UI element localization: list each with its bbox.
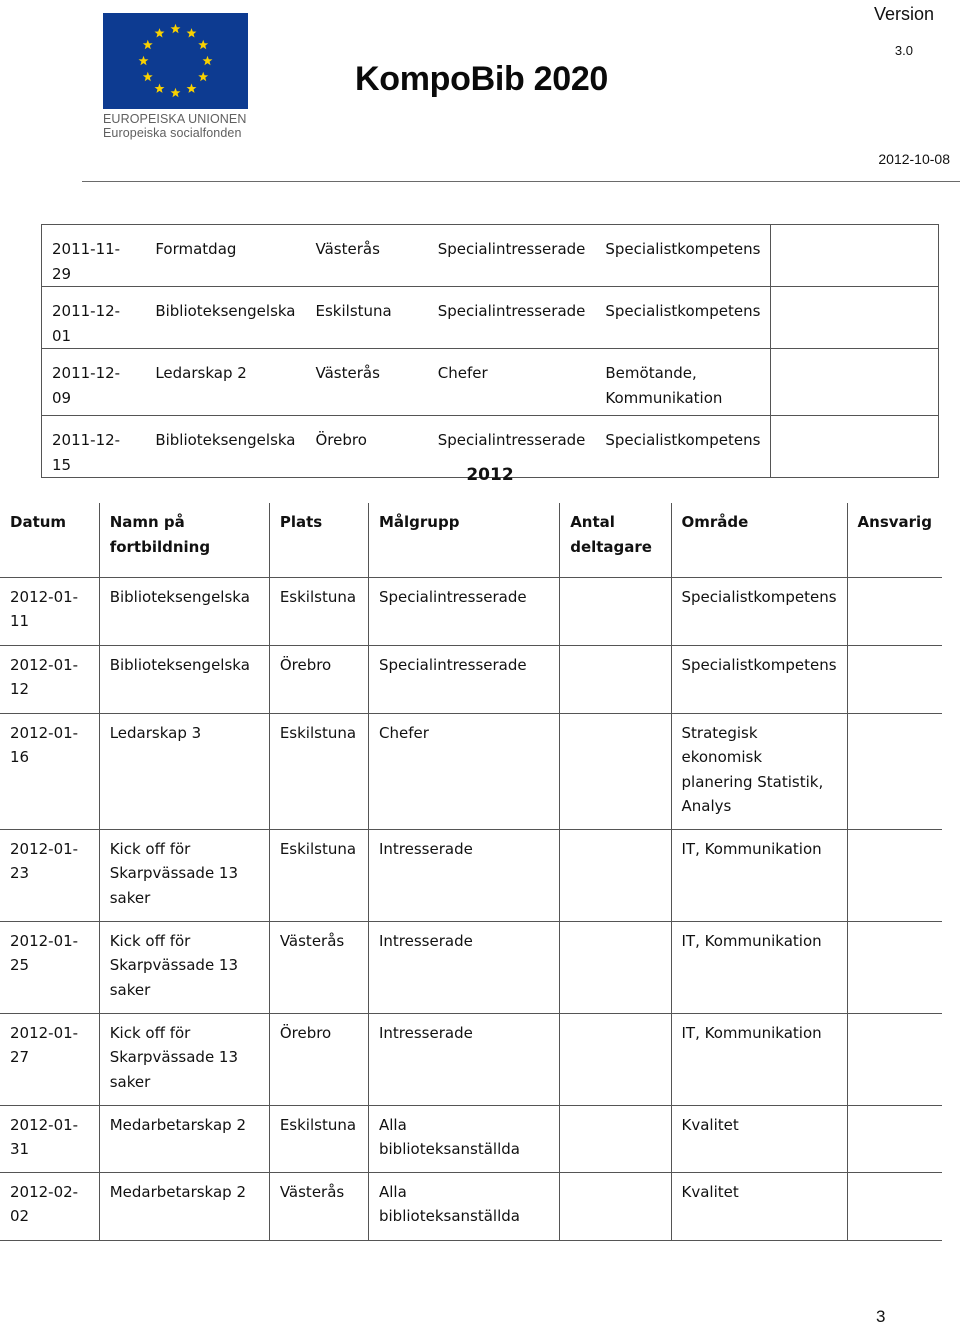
audience-cell: Intresserade — [368, 921, 559, 1013]
participants-cell — [560, 577, 671, 645]
area-cell: Specialistkompetens — [595, 287, 771, 349]
area-cell: IT, Kommunikation — [671, 921, 847, 1013]
course-cell: Formatdag — [155, 240, 237, 258]
location-cell: Västerås — [306, 349, 428, 416]
location-cell: Eskilstuna — [306, 287, 428, 349]
course-cell: Biblioteksengelska — [145, 287, 305, 349]
version-number: 3.0 — [894, 43, 913, 58]
date-cell: 2012-01-31 — [0, 1105, 99, 1172]
responsible-cell — [847, 1013, 942, 1105]
date-cell: 2012-01-27 — [0, 1013, 99, 1105]
location-cell: Örebro — [269, 645, 368, 713]
audience-cell: Chefer — [368, 713, 559, 829]
table-row — [0, 713, 942, 829]
location-cell: Örebro — [269, 1013, 368, 1105]
area-cell: Specialistkompetens — [605, 240, 761, 258]
location-cell: Eskilstuna — [269, 577, 368, 645]
area-cell: Specialistkompetens — [595, 416, 771, 478]
location-cell: Västerås — [315, 240, 380, 258]
location-cell: Västerås — [269, 1172, 368, 1240]
date-cell: 2011-12-09 — [42, 349, 146, 416]
column-header: Plats — [269, 503, 368, 577]
table-row — [0, 921, 942, 1013]
participants-cell — [560, 1172, 671, 1240]
audience-cell: Specialintresserade — [437, 240, 586, 258]
version-label: Version — [873, 4, 934, 24]
audience-cell: Specialintresserade — [368, 645, 559, 713]
area-cell: Strategisk ekonomisk planering Statistik, Analys — [671, 713, 847, 829]
column-header: Namn på fortbildning — [99, 503, 269, 577]
course-cell: Kick off för Skarpvässade 13 saker — [99, 921, 269, 1013]
table-row — [42, 287, 939, 349]
area-cell: Specialistkompetens — [671, 645, 847, 713]
course-cell: Ledarskap 3 — [99, 713, 269, 829]
date-cell: 2012-01-16 — [0, 713, 99, 829]
responsible-cell — [847, 1105, 942, 1172]
location-cell: Eskilstuna — [269, 829, 368, 921]
column-header: Datum — [0, 503, 99, 577]
area-cell: Kvalitet — [671, 1105, 847, 1172]
table-2012 — [0, 503, 942, 1241]
audience-cell: Alla biblioteksanställda — [368, 1105, 559, 1172]
audience-cell: Chefer — [428, 349, 596, 416]
table-header-row — [0, 503, 942, 577]
column-header: Antal deltagare — [560, 503, 671, 577]
header-divider — [82, 181, 960, 182]
area-cell: IT, Kommunikation — [671, 829, 847, 921]
table-row — [0, 1105, 942, 1172]
table-row — [0, 577, 942, 645]
location-cell: Västerås — [269, 921, 368, 1013]
table-row — [0, 1013, 942, 1105]
audience-cell: Specialintresserade — [368, 577, 559, 645]
date-cell: 2011-12-01 — [42, 287, 146, 349]
audience-cell: Specialintresserade — [428, 287, 596, 349]
area-cell: Bemötande, Kommunikation — [595, 349, 771, 416]
page-number: 3 — [876, 1307, 886, 1326]
course-cell: Kick off för Skarpvässade 13 saker — [99, 1013, 269, 1105]
table-2011 — [41, 224, 939, 478]
location-cell: Eskilstuna — [269, 713, 368, 829]
date-cell: 2012-01-12 — [0, 645, 99, 713]
participants-cell — [560, 829, 671, 921]
area-cell: IT, Kommunikation — [671, 1013, 847, 1105]
date-cell: 2012-01-23 — [0, 829, 99, 921]
document-title: KompoBib 2020 — [355, 60, 609, 98]
course-cell: Medarbetarskap 2 — [99, 1105, 269, 1172]
responsible-cell — [847, 921, 942, 1013]
course-cell: Biblioteksengelska — [99, 577, 269, 645]
participants-cell — [560, 1013, 671, 1105]
audience-cell: Intresserade — [368, 829, 559, 921]
responsible-cell — [771, 225, 939, 287]
area-cell: Specialistkompetens — [671, 577, 847, 645]
audience-cell: Alla biblioteksanställda — [368, 1172, 559, 1240]
table-row — [0, 645, 942, 713]
logo-text-line1: EUROPEISKA UNIONEN — [103, 112, 247, 126]
responsible-cell — [847, 829, 942, 921]
table-row — [42, 349, 939, 416]
column-header: Målgrupp — [368, 503, 559, 577]
responsible-cell — [771, 287, 939, 349]
column-header: Ansvarig — [857, 513, 932, 531]
date-cell: 2011-12-15 — [42, 416, 146, 478]
responsible-cell — [847, 645, 942, 713]
date-cell: 2012-01-25 — [0, 921, 99, 1013]
participants-cell — [560, 921, 671, 1013]
course-cell: Biblioteksengelska — [99, 645, 269, 713]
audience-cell: Specialintresserade — [428, 416, 596, 478]
date-cell: 2012-01-11 — [0, 577, 99, 645]
course-cell: Biblioteksengelska — [145, 416, 305, 478]
table-row — [0, 1172, 942, 1240]
table-row — [0, 829, 942, 921]
responsible-cell — [847, 577, 942, 645]
participants-cell — [560, 645, 671, 713]
participants-cell — [560, 1105, 671, 1172]
date-cell: 2011-11-29 — [52, 240, 121, 283]
course-cell: Kick off för Skarpvässade 13 saker — [99, 829, 269, 921]
table-row — [42, 225, 939, 287]
location-cell: Örebro — [306, 416, 428, 478]
audience-cell: Intresserade — [368, 1013, 559, 1105]
responsible-cell — [771, 349, 939, 416]
course-cell: Medarbetarskap 2 — [99, 1172, 269, 1240]
responsible-cell — [847, 1172, 942, 1240]
eu-logo — [103, 13, 249, 140]
logo-text-line2: Europeiska socialfonden — [103, 126, 242, 140]
participants-cell — [560, 713, 671, 829]
column-header: Område — [671, 503, 847, 577]
responsible-cell — [847, 713, 942, 829]
location-cell: Eskilstuna — [269, 1105, 368, 1172]
area-cell: Kvalitet — [671, 1172, 847, 1240]
course-cell: Ledarskap 2 — [145, 349, 305, 416]
document-date: 2012-10-08 — [878, 151, 950, 167]
eu-flag-icon — [103, 13, 248, 109]
date-cell: 2012-02-02 — [0, 1172, 99, 1240]
year-heading: 2012 — [466, 465, 514, 485]
